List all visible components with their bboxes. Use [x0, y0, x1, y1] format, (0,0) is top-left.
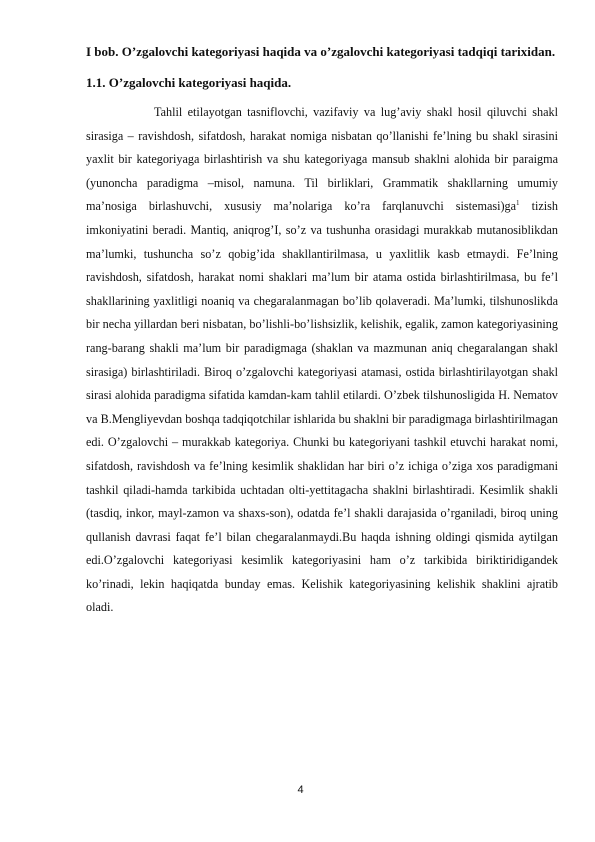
footnote-mark[interactable]: 1: [516, 199, 520, 208]
paragraph-text-after-footnote: tizish imkoniyatini beradi. Mantiq, aniqrog’I, so’z va tushunha orasidagi murakkab mutanosiblikdan ma’lumki, tushuncha so’z qobig’ida shakllantirilmasa, u yaxlitlik kasb etmaydi. Fe’lning ravishdosh, sifatdosh, harakat nomi shaklari ma’lum bir atama ostida birlashtirilmasa, bu fe’l shakllarining yaxlitligi noaniq va chegaralanmagan bo’lib qolaveradi. Ma’lumki, tilshunoslikda bir necha yillardan beri nisbatan, bo’lishli-bo’lishsizlik, kelishik, egalik, zamon kategoriyasining rang-barang shakli ma’lum bir paradigmaga (shaklan va mazmunan aniq chegaralangan shakl sirasiga) birlashtiriladi. Biroq o’zgalovchi kategoriyasi atamasi, ostida birlashtirilayotgan shakl sirasi alohida paradigma sifatida kamdan-kam tahlil etilardi. O’zbek tilshunosligida H. Nematov va B.Mengliyevdan boshqa tadqiqotchilar ishlarida bu shaklni bir paradigmaga birlashtirilmagan edi. O’zgalovchi – murakkab kategoriya. Chunki bu kategoriyani tashkil etuvchi harakat nomi, sifatdosh, ravishdosh va fe’lning kesimlik shaklidan har biri o’z ichiga o’ziga xos paradigmani tashkil qiladi-hamda tarkibida uchtadan olti-yettitagacha shaklni birlashtiradi. Kesimlik shakli (tasdiq, inkor, mayl-zamon va shaxs-son), odatda fe’l shakli darajasida o’rganiladi, biroq uning qullanish davrasi faqat fe’l bilan chegaralanmaydi.Bu haqda ishning oldingi qismida aytilgan edi.O’zgalovchi kategoriyasi kesimlik kategoriyasini ham o’z tarkibida biriktiridigandek ko’rinadi, lekin haqiqatda bunday emas. Kelishik kategoriyasining kelishik shaklini ajratib oladi.: [86, 199, 559, 615]
section-heading: 1.1. O’zgalovchi kategoriyasi haqida.: [86, 75, 292, 90]
paragraph-text-before-footnote: Tahlil etilayotgan tasniflovchi, vazifaviy va lug’aviy shakl hosil qiluvchi shakl sirasiga – ravishdosh, sifatdosh, harakat nomiga nisbatan qo’llanishi fe’lning bu shakl sirasini yaxlit bir kategoriyaga birlashtirish va shu kategoriyaga mansub shaklni alohida bir paraigma (yunoncha paradigma –misol, namuna. Til birliklari, Grammatik shakllarning umumiy ma’nosiga birlashuvchi, xususiy ma’nolariga ko’ra farqlanuvchi sistemasi)ga: [86, 105, 558, 214]
body-paragraph: [86, 101, 558, 620]
page-content: [86, 40, 558, 620]
page-number: 4: [297, 784, 304, 796]
chapter-heading: I bob. O’zgalovchi kategoriyasi haqida va o’zgalovchi kategoriyasi tadqiqi tarixidan.: [86, 44, 556, 59]
